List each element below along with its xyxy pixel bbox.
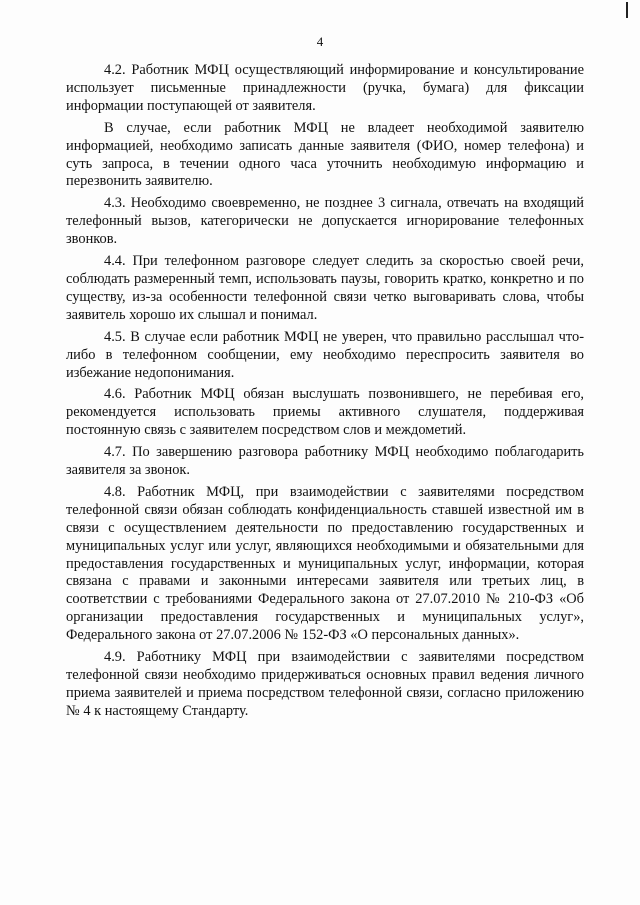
paragraph-4-6: 4.6. Работник МФЦ обязан выслушать позвонившего, не перебивая его, рекомендуется использовать приемы активного слушателя, поддерживая постоянную связь с заявителем посредством слов и междометий. <box>66 386 584 439</box>
document-body <box>66 62 584 725</box>
margin-mark <box>626 2 628 18</box>
paragraph-4-3: 4.3. Необходимо своевременно, не позднее 3 сигнала, отвечать на входящий телефонный вызов, категорически не допускается игнорирование телефонных звонков. <box>66 195 584 248</box>
paragraph-4-7: 4.7. По завершению разговора работнику МФЦ необходимо поблагодарить заявителя за звонок. <box>66 444 584 479</box>
paragraph-4-9: 4.9. Работнику МФЦ при взаимодействии с заявителями посредством телефонной связи необходимо придерживаться основных правил ведения личного приема заявителей и приема посредством телефонной связи, согласно приложению № 4 к настоящему Стандарту. <box>66 649 584 719</box>
paragraph-4-4: 4.4. При телефонном разговоре следует следить за скоростью своей речи, соблюдать размеренный темп, использовать паузы, говорить кратко, конкретно и по существу, из-за особенности телефонной связи четко выговаривать слова, чтобы заявитель хорошо их слышал и понимал. <box>66 253 584 323</box>
paragraph-4-8: 4.8. Работник МФЦ, при взаимодействии с заявителями посредством телефонной связи обязан соблюдать конфиденциальность ставшей известной им в связи с осуществлением деятельности по предоставлению государственных и муниципальных услуг или услуг, являющихся необходимыми и обязательными для предоставления государственных и муниципальных услуг, информации, которая связана с правами и законными интересами заявителя или третьих лиц, в соответствии с требованиями Федерального закона от 27.07.2010 № 210-ФЗ «Об организации предоставления государственных и муниципальных услуг», Федерального закона от 27.07.2006 № 152-ФЗ «О персональных данных». <box>66 483 584 644</box>
page-number: 4 <box>316 34 324 49</box>
paragraph-4-2: 4.2. Работник МФЦ осуществляющий информирование и консультирование использует письменные принадлежности (ручка, бумага) для фиксации информации поступающей от заявителя. <box>66 62 584 114</box>
paragraph-4-5: 4.5. В случае если работник МФЦ не уверен, что правильно расслышал что-либо в телефонном сообщении, ему необходимо переспросить заявителя во избежание недопонимания. <box>66 328 584 381</box>
paragraph-4-2-continued: В случае, если работник МФЦ не владеет необходимой заявителю информацией, необходимо записать данные заявителя (ФИО, номер телефона) и суть запроса, в течении одного часа уточнить необходимую информацию и перезвонить заявителю. <box>66 119 584 190</box>
